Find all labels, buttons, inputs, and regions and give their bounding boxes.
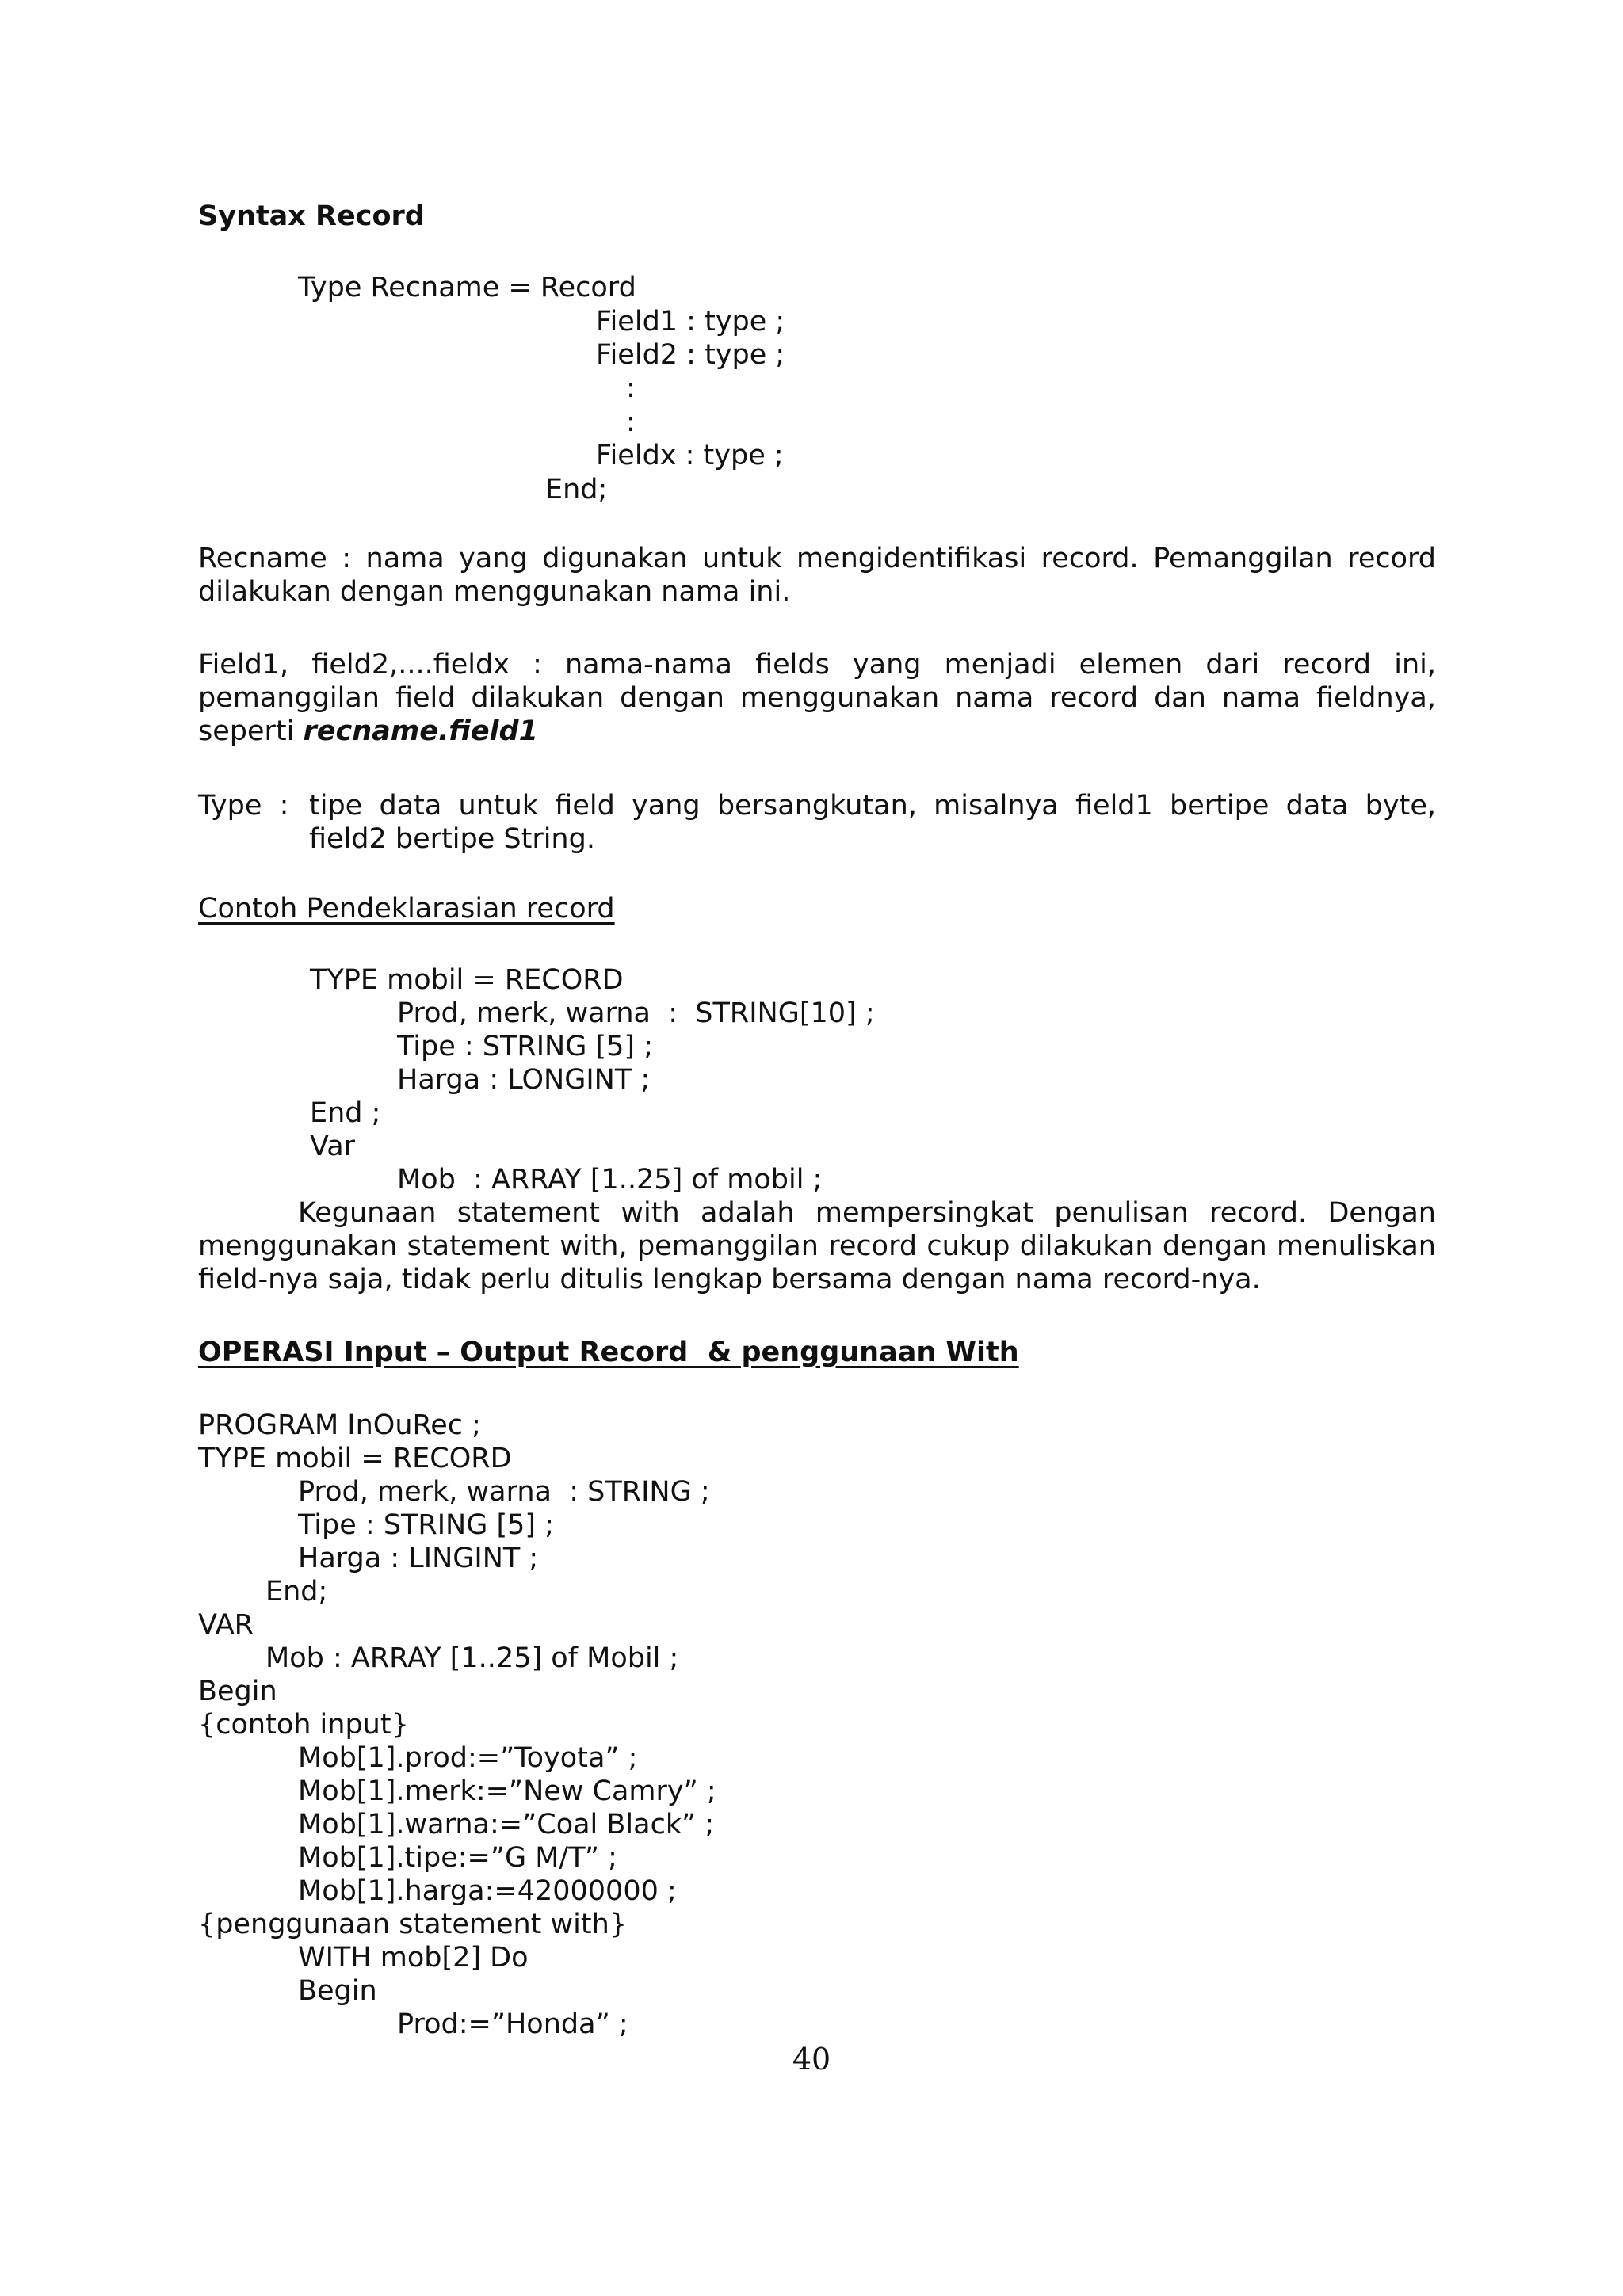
- code-line: Begin: [298, 1975, 377, 2007]
- code-line: End;: [265, 1576, 328, 1608]
- with-usage-paragraph: Kegunaan statement with adalah mempersingkat penulisan record. Dengan menggunakan statement with, pemanggilan record cukup dilakukan dengan menuliskan field-nya saja, tidak perlu ditulis lengkap bersama dengan nama record-nya.: [198, 1197, 1436, 1295]
- code-line: End ;: [310, 1097, 381, 1129]
- recname-description: Recname : nama yang digunakan untuk mengidentifikasi record. Pemanggilan record dilakukan dengan menggunakan nama ini.: [198, 543, 1436, 608]
- code-line: TYPE mobil = RECORD: [198, 1443, 512, 1474]
- field-description-text: Field1, field2,....fieldx : nama-nama fields yang menjadi elemen dari record ini, pemanggilan field dilakukan dengan menggunakan nama record dan nama fieldnya, seperti: [198, 649, 1436, 747]
- code-line: Harga : LINGINT ;: [298, 1543, 539, 1574]
- code-line: Mob[1].tipe:=”G M/T” ;: [298, 1842, 617, 1874]
- code-line: Tipe : STRING [5] ;: [397, 1031, 653, 1062]
- page-number: 40: [792, 2042, 831, 2077]
- code-line: Field1 : type ;: [596, 306, 785, 338]
- code-line: Mob[1].merk:=”New Camry” ;: [298, 1775, 716, 1807]
- code-line: Mob[1].harga:=42000000 ;: [298, 1875, 677, 1907]
- code-line: TYPE mobil = RECORD: [310, 964, 624, 996]
- operasi-heading: OPERASI Input – Output Record & penggunaan With: [198, 1337, 1019, 1368]
- code-line: {contoh input}: [198, 1709, 409, 1741]
- type-description-label: Type :: [198, 790, 289, 822]
- example-heading: Contoh Pendeklarasian record: [198, 893, 615, 925]
- section-heading-syntax: Syntax Record: [198, 200, 425, 232]
- code-line: Harga : LONGINT ;: [397, 1064, 651, 1096]
- code-line: {penggunaan statement with}: [198, 1909, 628, 1940]
- code-line: :: [626, 372, 636, 404]
- code-line: :: [626, 406, 636, 438]
- field-example: recname.field1: [303, 715, 538, 747]
- code-line: Field2 : type ;: [596, 339, 785, 371]
- code-line: WITH mob[2] Do: [298, 1942, 529, 1974]
- code-line: VAR: [198, 1609, 254, 1641]
- type-description: [198, 789, 1436, 856]
- code-line: Type Recname = Record: [298, 272, 636, 303]
- code-line: Mob : ARRAY [1..25] of mobil ;: [397, 1164, 823, 1196]
- code-line: Prod:=”Honda” ;: [397, 2008, 628, 2040]
- code-line: End;: [545, 474, 608, 505]
- code-line: Fieldx : type ;: [596, 440, 784, 471]
- code-line: Prod, merk, warna : STRING[10] ;: [397, 997, 875, 1029]
- code-line: Mob : ARRAY [1..25] of Mobil ;: [265, 1642, 679, 1674]
- field-description: [198, 648, 1436, 748]
- code-line: Mob[1].warna:=”Coal Black” ;: [298, 1809, 715, 1840]
- code-line: Prod, merk, warna : STRING ;: [298, 1476, 710, 1508]
- code-line: Begin: [198, 1676, 277, 1707]
- code-line: Mob[1].prod:=”Toyota” ;: [298, 1742, 638, 1774]
- code-line: Tipe : STRING [5] ;: [298, 1509, 554, 1541]
- code-line: PROGRAM InOuRec ;: [198, 1409, 481, 1441]
- type-description-text: tipe data untuk field yang bersangkutan, misalnya field1 bertipe data byte, field2 bertipe String.: [309, 790, 1436, 855]
- code-line: Var: [310, 1131, 356, 1162]
